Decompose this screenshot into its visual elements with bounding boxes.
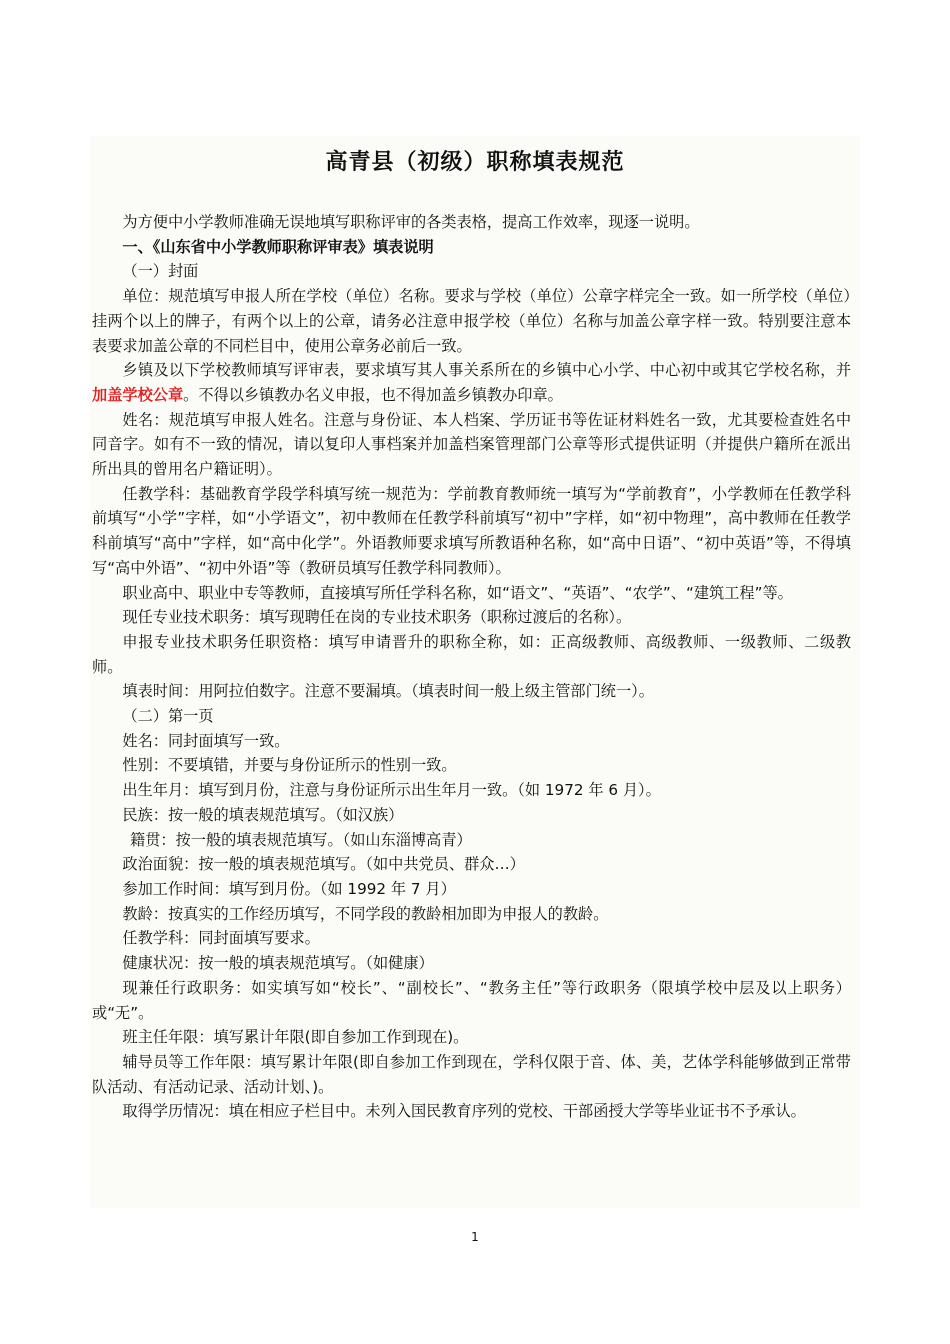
paragraph-current-title: 现任专业技术职务：填写现聘任在岗的专业技术职务（职称过渡后的名称）。: [122, 608, 632, 627]
paragraph-gender: 性别：不要填错，并要与身份证所示的性别一致。: [122, 756, 457, 775]
paragraph-birth: 出生年月：填写到月份，注意与身份证所示出生年月一致。（如 1972 年 6 月）。: [122, 781, 661, 800]
paragraph-counselor-years: 辅导员等工作年限：填写累计年限(即自参加工作到现在，学科仅限于音、体、美，艺体学科能够做到正常带队活动、有活动记录、活动计划、)。: [92, 1052, 851, 1096]
section-heading: 一、《山东省中小学教师职称评审表》填表说明: [122, 237, 434, 256]
paragraph-ethnicity: 民族：按一般的填表规范填写。（如汉族）: [122, 805, 404, 824]
paragraph-name: 姓名：规范填写申报人姓名。注意与身份证、本人档案、学历证书等佐证材料姓名一致，尤其要检查姓名中同音字。如有不一致的情况，请以复印人事档案并加盖档案管理部门公章等形式提供证明（并提供户籍所在派出所出具的曾用名户籍证明）。: [92, 410, 851, 479]
paragraph-unit: 单位：规范填写申报人所在学校（单位）名称。要求与学校（单位）公章字样完全一致。如一所学校（单位）挂两个以上的牌子，有两个以上的公章，请务必注意申报学校（单位）名称与加盖公章字样一致。特别要注意本表要求加盖公章的不同栏目中，使用公章务必前后一致。: [92, 287, 851, 355]
paragraph-vocational: 职业高中、职业中专等教师，直接填写所任学科名称，如“语文”、“英语”、“农学”、“建筑工程”等。: [122, 583, 793, 602]
paragraph-subject-2: 任教学科：同封面填写要求。: [122, 929, 320, 948]
subsection-heading: （二）第一页: [122, 707, 214, 726]
paragraph-fill-date: 填表时间：用阿拉伯数字。注意不要漏填。（填表时间一般上级主管部门统一）。: [122, 682, 654, 701]
paragraph-admin-post: 现兼任行政职务：如实填写如“校长”、“副校长”、“教务主任”等行政职务（限填学校中层及以上职务）或“无”。: [92, 978, 851, 1022]
paragraph-head-teacher-years: 班主任年限：填写累计年限(即自参加工作到现在)。: [122, 1028, 469, 1047]
document-title: 高青县（初级）职称填表规范: [325, 150, 625, 175]
page-number: 1: [471, 1230, 479, 1244]
intro-paragraph: 为方便中小学教师准确无误地填写职称评审的各类表格，提高工作效率，现逐一说明。: [122, 213, 700, 231]
paragraph-subject: 任教学科：基础教育学段学科填写统一规范为：学前教育教师统一填写为“学前教育”，小学教师在任教学科前填写“小学”字样，如“小学语文”，初中教师在任教学科前填写“初中”字样，如“初中物理”，高中教师在任教学科前填写“高中”字样，如“高中化学”。外语教师要求填写所教语种名称，如“高中日语”、“初中英语”等，不得填写“高中外语”、“初中外语”等（教研员填写任教学科同教师）。: [92, 484, 851, 577]
paragraph-health: 健康状况：按一般的填表规范填写。（如健康）: [122, 954, 434, 973]
paragraph-name-2: 姓名：同封面填写一致。: [122, 731, 290, 750]
township-text-b: 。不得以乡镇教办名义申报，也不得加盖乡镇教办印章。: [183, 385, 563, 404]
paragraph-education: 取得学历情况：填在相应子栏目中。未列入国民教育序列的党校、干部函授大学等毕业证书不予承认。: [122, 1102, 806, 1121]
document-body: [92, 210, 851, 1124]
subsection-heading: （一）封面: [122, 262, 199, 281]
paragraph-applied-title: 申报专业技术职务任职资格：填写申请晋升的职称全称，如：正高级教师、高级教师、一级教师、二级教师。: [92, 632, 851, 676]
highlight-school-seal: 加盖学校公章: [92, 385, 184, 404]
paragraph-native-place: 籍贯：按一般的填表规范填写。（如山东淄博高青）: [130, 830, 472, 849]
paragraph-teaching-years: 教龄：按真实的工作经历填写，不同学段的教龄相加即为申报人的教龄。: [122, 904, 609, 923]
paragraph-political-status: 政治面貌：按一般的填表规范填写。（如中共党员、群众…）: [122, 855, 525, 874]
paragraph-township: [92, 358, 851, 407]
paragraph-work-start: 参加工作时间：填写到月份。（如 1992 年 7 月）: [122, 879, 456, 898]
township-text-a: 乡镇及以下学校教师填写评审表，要求填写其人事关系所在的乡镇中心小学、中心初中或其它学校名称，并: [122, 361, 851, 380]
